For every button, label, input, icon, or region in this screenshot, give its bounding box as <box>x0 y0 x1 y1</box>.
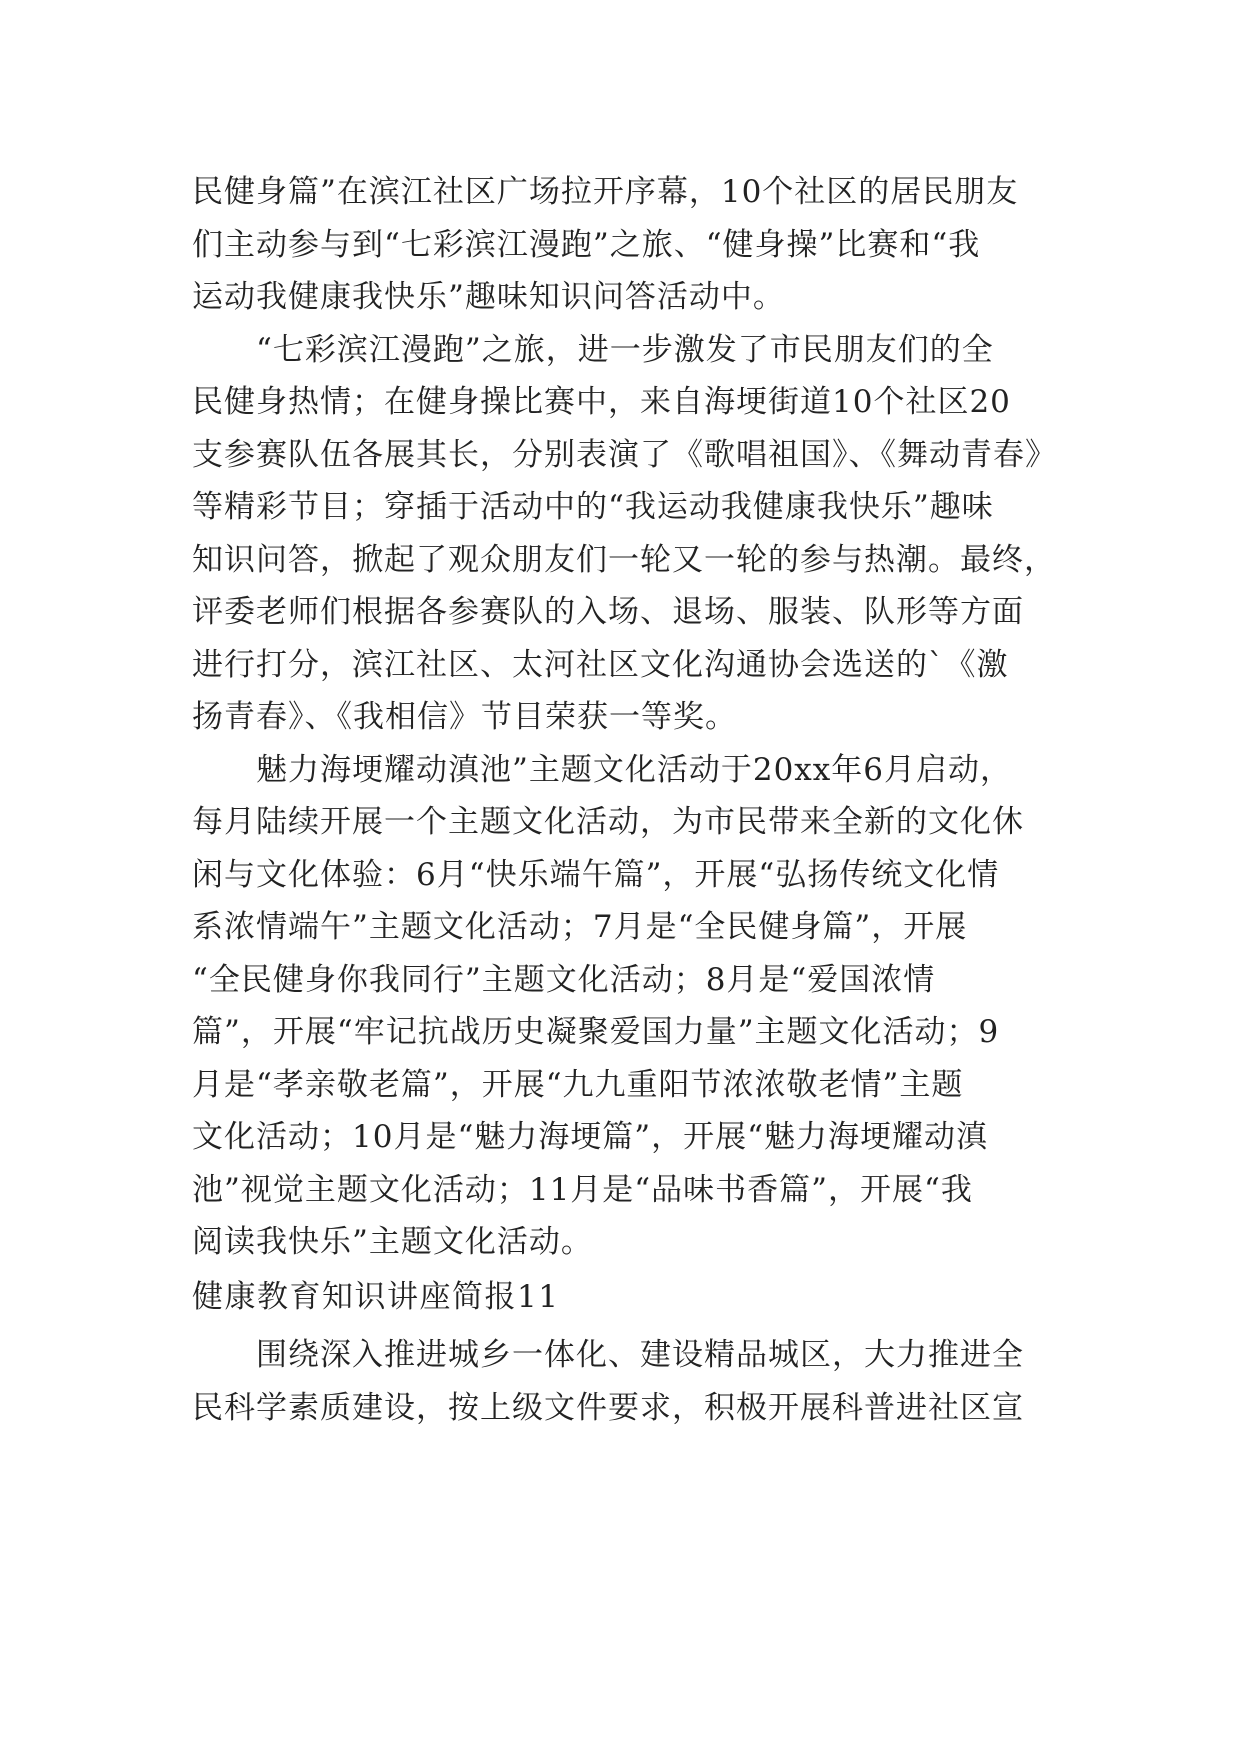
text-line: 们主动参与到“七彩滨江漫跑”之旅、“健身操”比赛和“我 <box>192 226 981 263</box>
text-line: 文化活动；10月是“魅力海埂篇”，开展“魅力海埂耀动滇 <box>192 1119 988 1155</box>
text-line: 篇”，开展“牢记抗战历史凝聚爱国力量”主题文化活动；9 <box>192 1014 1000 1050</box>
text-line: 魅力海埂耀动滇池”主题文化活动于20xx年6月启动， <box>256 751 1012 788</box>
text-line: 扬青春》、《我相信》节目荣获一等奖。 <box>192 699 737 735</box>
text-line: 月是“孝亲敬老篇”，开展“九九重阳节浓浓敬老情”主题 <box>192 1066 964 1103</box>
text-line: 池”视觉主题文化活动；11月是“品味书香篇”，开展“我 <box>192 1171 973 1208</box>
paragraph <box>192 1329 1052 1434</box>
text-line: 系浓情端午”主题文化活动；7月是“全民健身篇”，开展 <box>192 909 968 945</box>
text-line: 民健身篇”在滨江社区广场拉开序幕，10个社区的居民朋友 <box>192 174 1019 210</box>
text-line: 民科学素质建设，按上级文件要求，积极开展科普进社区宣 <box>192 1389 1024 1426</box>
text-line: 评委老师们根据各参赛队的入场、退场、服装、队形等方面 <box>192 594 1024 630</box>
paragraph <box>192 166 1052 324</box>
text-line: 民健身热情；在健身操比赛中，来自海埂街道10个社区20 <box>192 384 1011 420</box>
document-body <box>192 166 1057 1434</box>
text-line: 等精彩节目；穿插于活动中的“我运动我健康我快乐”趣味 <box>192 489 994 525</box>
text-line: “七彩滨江漫跑”之旅，进一步激发了市民朋友们的全 <box>256 331 994 368</box>
text-line: 围绕深入推进城乡一体化、建设精品城区，大力推进全 <box>256 1337 1024 1373</box>
text-line: 闲与文化体验：6月“快乐端午篇”，开展“弘扬传统文化情 <box>192 856 1000 893</box>
section-heading: 健康教育知识讲座简报11 <box>192 1278 560 1315</box>
text-line: 阅读我快乐”主题文化活动。 <box>192 1224 593 1260</box>
paragraph <box>192 744 1052 1269</box>
text-line: 知识问答，掀起了观众朋友们一轮又一轮的参与热潮。最终， <box>192 541 1056 578</box>
text-line: 每月陆续开展一个主题文化活动，为市民带来全新的文化休 <box>192 804 1024 840</box>
text-line: 进行打分，滨江社区、太河社区文化沟通协会选送的`《激 <box>192 646 1009 683</box>
text-line: “全民健身你我同行”主题文化活动；8月是“爱国浓情 <box>192 961 936 998</box>
text-line: 支参赛队伍各展其长，分别表演了《歌唱祖国》、《舞动青春》 <box>192 436 1057 473</box>
text-line: 运动我健康我快乐”趣味知识问答活动中。 <box>192 279 785 315</box>
paragraph <box>192 324 1057 744</box>
